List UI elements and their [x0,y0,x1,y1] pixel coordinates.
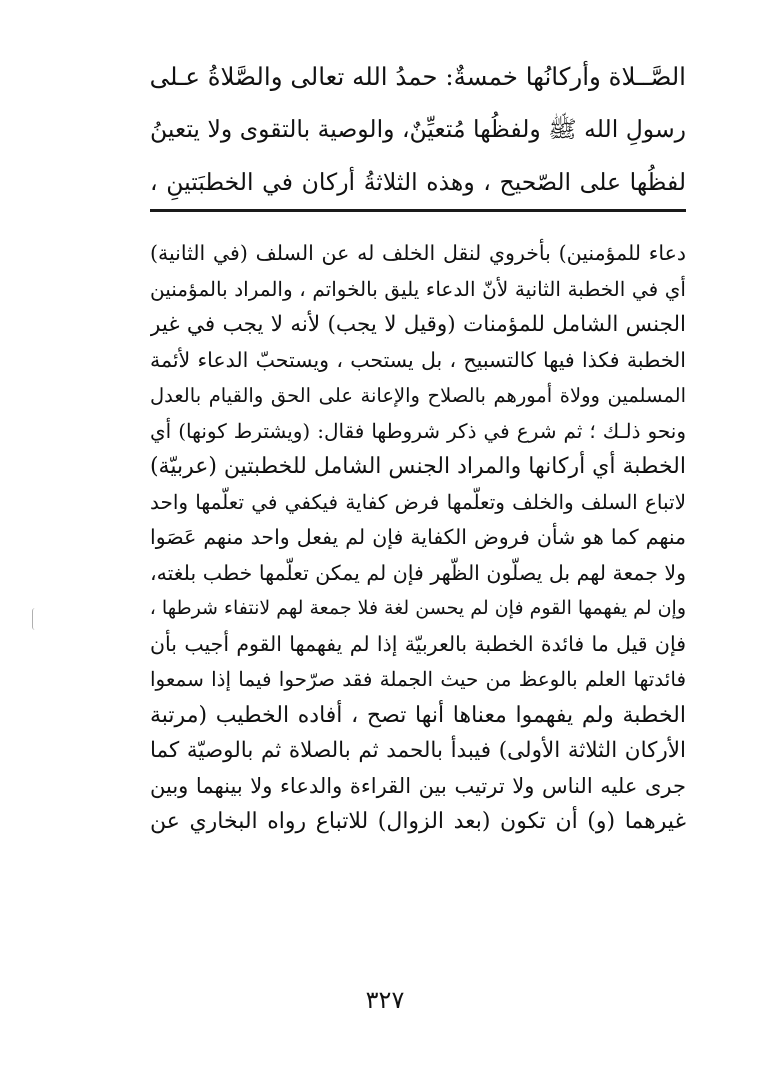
footnote-block [150,236,686,840]
margin-mark [32,608,38,630]
footnote-line: الخطبة ولم يفهموا معناها أنها تصح ، أفاده الخطيب (مرتبة [150,702,686,728]
footnote-line: ولا جمعة لهم بل يصلّون الظّهر فإن لم يمكن تعلّمها خطب بلغته، [150,560,686,585]
footnote-line: الخطبة أي أركانها والمراد الجنس الشامل للخطبتين (عربيّة) [150,454,686,479]
footnote-line: ونحو ذلـك ؛ ثم شرع في ذكر شروطها فقال: (ويشترط كونها) أي [150,418,686,443]
main-text-block [150,50,686,209]
footnote-line: دعاء للمؤمنين) بأخروي لنقل الخلف له عن السلف (في الثانية) [150,241,686,265]
footnote-line: جرى عليه الناس ولا ترتيب بين القراءة والدعاء ولا بينهما وبين [150,773,686,798]
footnote-line: غيرهما (و) أن تكون (بعد الزوال) للاتباع رواه البخاري عن [150,809,686,834]
footnote-line: الأركان الثلاثة الأولى) فيبدأ بالحمد ثم بالصلاة ثم بالوصيّة كما [150,738,686,763]
footnote-line: وإن لم يفهمها القوم فإن لم يحسن لغة فلا جمعة لهم لانتفاء شرطها ، [150,597,686,619]
footnote-line: الجنس الشامل للمؤمنات (وقيل لا يجب) لأنه لا يجب في غير [150,312,686,337]
main-text-line: الصَّــلاة وأركانُها خمسةٌ: حمدُ الله تعالى والصَّلاةُ عـلى [150,62,686,91]
footnote-line: الخطبة فكذا فيها كالتسبيح ، بل يستحب ، ويستحبّ الدعاء لأئمة [150,347,686,372]
footnote-line: المسلمين وولاة أمورهم بالصلاح والإعانة على الحق والقيام بالعدل [150,384,686,407]
footnote-line: فإن قيل ما فائدة الخطبة بالعربيّة إذا لم يفهمها القوم أجيب بأن [150,631,686,656]
footnote-line: أي في الخطبة الثانية لأنّ الدعاء يليق بالخواتم ، والمراد بالمؤمنين [150,276,686,301]
footnote-divider [150,209,686,212]
footnote-line: فائدتها العلم بالوعظ من حيث الجملة فقد صرّحوا فيما إذا سمعوا [150,667,686,691]
main-text-line: لفظُها على الصّحيح ، وهذه الثلاثةُ أركان في الخطبَتينِ ، [150,168,686,196]
page-number: ٣٢٧ [365,986,405,1014]
main-text-line: رسولِ الله ﷺ ولفظُها مُتعيِّنٌ، والوصية بالتقوى ولا يتعينُ [150,115,686,143]
footnote-line: لاتباع السلف والخلف وتعلّمها فرض كفاية فيكفي في تعلّمها واحد [150,489,686,514]
footnote-line: منهم كما هو شأن فروض الكفاية فإن لم يفعل واحد منهم عَصَوا [150,525,686,549]
